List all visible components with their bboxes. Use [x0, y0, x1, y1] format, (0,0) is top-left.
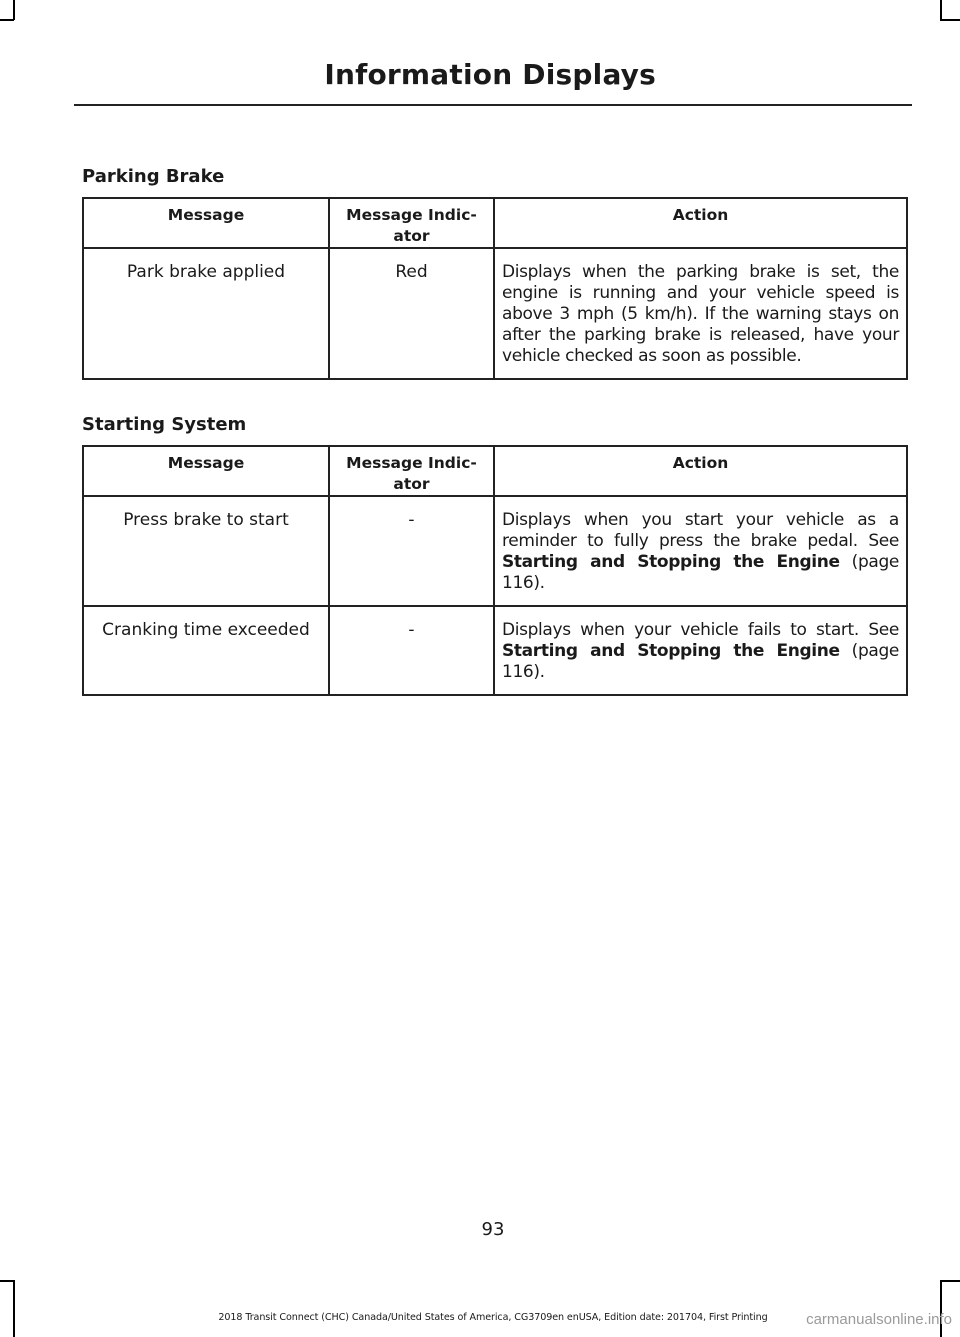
crop-mark [0, 19, 14, 21]
action-text: Displays when your vehicle fails to start. See [502, 620, 899, 640]
message-cell: Press brake to start [83, 496, 329, 606]
action-cell [494, 606, 907, 695]
column-header-message: Message [83, 446, 329, 496]
action-cell [494, 496, 907, 606]
table-row [83, 248, 907, 379]
table-row [83, 496, 907, 606]
crop-mark [0, 1280, 14, 1282]
crop-mark [940, 0, 942, 20]
edition-footer: 2018 Transit Connect (CHC) Canada/United States of America, CG3709en enUSA, Edition date: 201704, First Printing [218, 1312, 768, 1323]
crop-mark [13, 0, 15, 20]
starting-system-table [82, 445, 908, 696]
crop-mark [940, 19, 960, 21]
column-header-action: Action [494, 446, 907, 496]
page-title: Information Displays [324, 58, 656, 91]
message-cell: Park brake applied [83, 248, 329, 379]
page-number: 93 [481, 1219, 505, 1240]
crop-mark [940, 1280, 960, 1282]
cross-reference-link[interactable]: Starting and Stopping the Engine [502, 641, 840, 661]
section-heading-parking-brake: Parking Brake [82, 166, 225, 187]
indicator-cell: Red [329, 248, 494, 379]
table-header-row [83, 446, 907, 496]
section-heading-starting-system: Starting System [82, 414, 247, 435]
column-header-action: Action [494, 198, 907, 248]
crop-mark [940, 1280, 942, 1337]
indicator-cell: - [329, 496, 494, 606]
column-header-indicator: Message Indic- ator [329, 446, 494, 496]
table-row [83, 606, 907, 695]
action-text: Displays when you start your vehicle as a reminder to fully press the brake pedal. See [502, 510, 899, 551]
cross-reference-link[interactable]: Starting and Stopping the Engine [502, 552, 840, 572]
column-header-message: Message [83, 198, 329, 248]
watermark: carmanualsonline.info [806, 1311, 952, 1328]
action-cell: Displays when the parking brake is set, the engine is running and your vehicle speed is above 3 mph (5 km/h). If the warning stays on after the parking brake is released, have your vehicle checked as soon as possible. [494, 248, 907, 379]
header-divider [74, 104, 912, 106]
column-header-indicator: Message Indic- ator [329, 198, 494, 248]
parking-brake-table [82, 197, 908, 380]
page-reference: (page 116). [502, 552, 899, 593]
crop-mark [13, 1280, 15, 1337]
page-reference: (page 116). [502, 641, 899, 682]
table-header-row [83, 198, 907, 248]
indicator-cell: - [329, 606, 494, 695]
message-cell: Cranking time exceeded [83, 606, 329, 695]
